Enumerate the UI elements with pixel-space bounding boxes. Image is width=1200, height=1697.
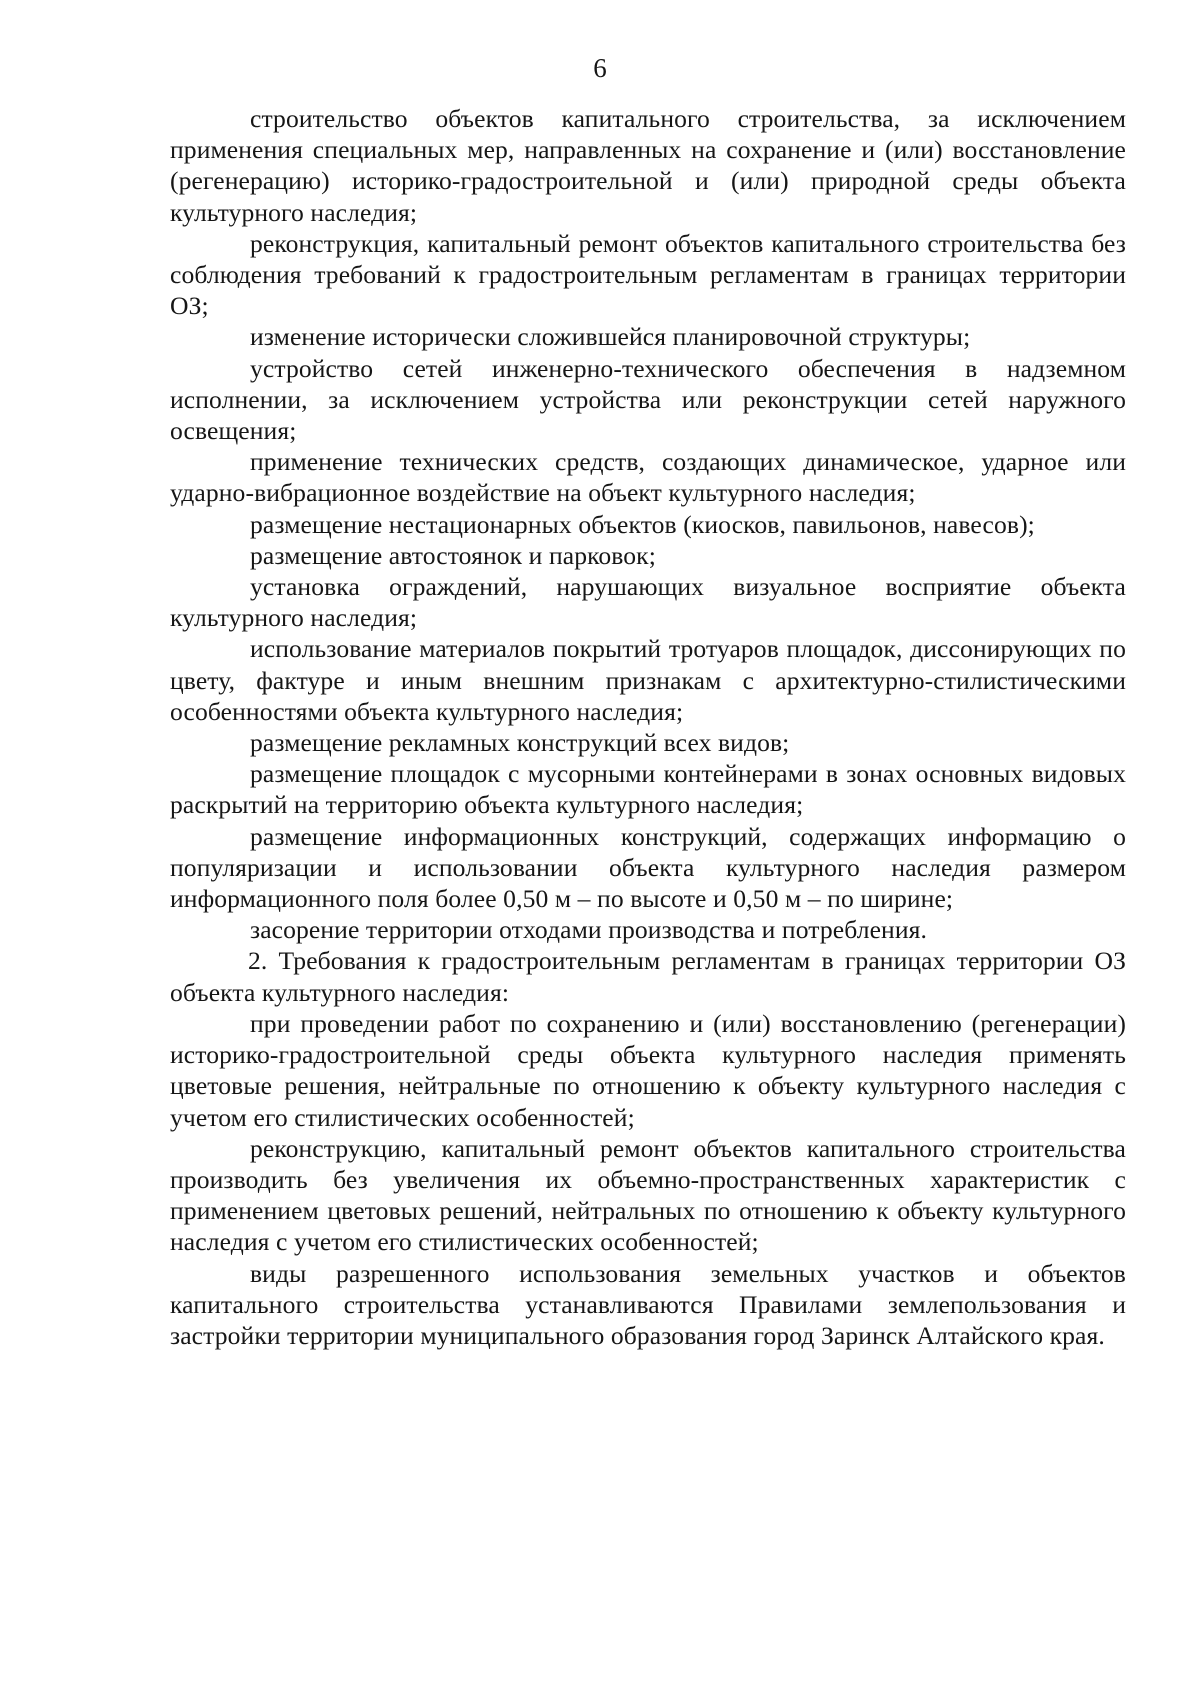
paragraph: виды разрешенного использования земельных участков и объектов капитального строительства устанавливаются Правилами землепользования и застройки территории муниципального образования город Заринск Алтайского края. [170,1258,1126,1350]
paragraph: строительство объектов капитального строительства, за исключением применения специальных мер, направленных на сохранение и (или) восстановление (регенерацию) историко-градостроительной и (или) природной среды объекта культурного наследия; [170,104,1126,227]
paragraph: применение технических средств, создающих динамическое, ударное или ударно-вибрационное воздействие на объект культурного наследия; [170,447,1126,508]
paragraph: реконструкция, капитальный ремонт объектов капитального строительства без соблюдения требований к градостроительным регламентам в границах территории ОЗ; [170,228,1126,321]
paragraph: засорение территории отходами производства и потребления. [250,915,928,945]
paragraph: размещение площадок с мусорными контейнерами в зонах основных видовых раскрытий на территорию объекта культурного наследия; [170,759,1126,820]
paragraph: установка ограждений, нарушающих визуальное восприятие объекта культурного наследия; [170,572,1126,633]
paragraph: реконструкцию, капитальный ремонт объектов капитального строительства производить без увеличения их объемно-пространственных характеристик с применением цветовых решений, нейтральных по отношению к объекту культурного наследия с учетом его стилистических особенностей; [170,1133,1126,1257]
paragraph: размещение рекламных конструкций всех видов; [250,728,790,758]
paragraph: использование материалов покрытий тротуаров площадок, диссонирующих по цвету, фактуре и иным внешним признакам с архитектурно-стилистическими особенностями объекта культурного наследия; [170,634,1126,726]
paragraph: размещение автостоянок и парковок; [250,540,656,570]
paragraph: размещение нестационарных объектов (киосков, павильонов, навесов); [250,509,1035,539]
page-number: 6 [593,53,607,83]
paragraph: изменение исторически сложившейся планировочной структуры; [250,322,971,352]
paragraph: при проведении работ по сохранению и (или) восстановлению (регенерации) историко-градостроительной среды объекта культурного наследия применять цветовые решения, нейтральные по отношению к объекту культурного наследия с учетом его стилистических особенностей; [170,1008,1126,1132]
section-heading-paragraph: 2. Требования к градостроительным регламентам в границах территории ОЗ объекта культурного наследия: [170,946,1126,1007]
paragraph: устройство сетей инженерно-технического обеспечения в надземном исполнении, за исключением устройства или реконструкции сетей наружного освещения; [170,353,1126,446]
paragraph: размещение информационных конструкций, содержащих информацию о популяризации и использовании объекта культурного наследия размером информационного поля более 0,50 м – по высоте и 0,50 м – по ширине; [170,821,1126,914]
document-body [170,103,1126,1351]
